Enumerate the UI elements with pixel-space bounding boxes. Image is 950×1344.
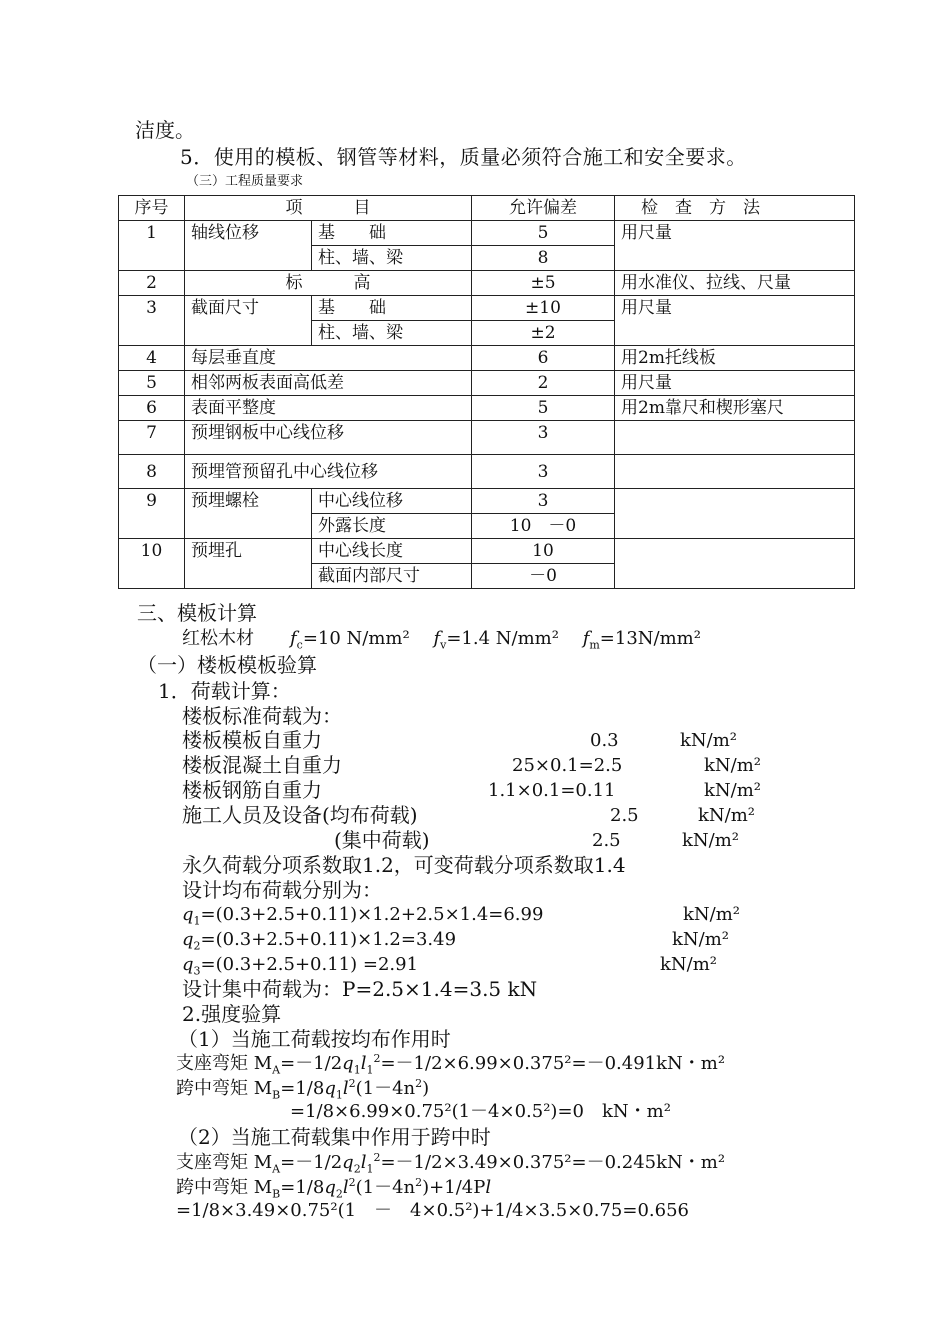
load-unit: kN/m² — [698, 805, 756, 826]
row-method: 用水准仪、拉线、尺量 — [615, 271, 855, 296]
q3-formula: $q_3=(0.3+2.5+0.11) =2.91$ — [182, 954, 419, 978]
intro-line-1: 洁度。 — [135, 118, 195, 142]
material-fc: =10 N/mm² — [302, 628, 410, 649]
span-moment-label: 跨中弯矩 — [176, 1177, 248, 1198]
row-sub-item: 柱、墙、梁 — [312, 321, 472, 346]
case1-ma-value: =－1/2×6.99×0.375²=－0.491kN・m² — [380, 1053, 726, 1074]
row-method: 用尺量 — [615, 371, 855, 396]
header-deviation: 允许偏差 — [472, 196, 615, 221]
load-name: 楼板模板自重力 — [182, 728, 322, 752]
row-item: 每层垂直度 — [185, 346, 472, 371]
row-sub-item: 中心线长度 — [312, 539, 472, 564]
table-row — [119, 455, 855, 489]
table-row — [119, 539, 855, 564]
support-moment-label: 支座弯矩 — [176, 1152, 248, 1173]
load-value: 25×0.1=2.5 — [512, 755, 623, 776]
table-row — [119, 489, 855, 514]
table-row — [119, 371, 855, 396]
row-deviation: 6 — [472, 346, 615, 371]
row-sub-item: 截面内部尺寸 — [312, 564, 472, 589]
q2-formula: $q_2=(0.3+2.5+0.11)\times 1.2=3.49$ — [182, 929, 457, 953]
row-method — [615, 455, 855, 489]
sub-section-title: （一）楼板模板验算 — [137, 653, 317, 677]
row-item: 标 高 — [185, 271, 472, 296]
row-deviation: 2 — [472, 371, 615, 396]
row-no: 9 — [119, 489, 185, 539]
row-item: 表面平整度 — [185, 396, 472, 421]
row-deviation: 5 — [472, 221, 615, 246]
row-no: 7 — [119, 421, 185, 455]
row-item: 预埋螺栓 — [185, 489, 312, 539]
row-item: 预埋钢板中心线位移 — [185, 421, 472, 455]
material-fv: =1.4 N/mm² — [446, 628, 559, 649]
row-item: 截面尺寸 — [185, 296, 312, 346]
strength-title: 2.强度验算 — [182, 1002, 282, 1026]
load-name: 楼板钢筋自重力 — [182, 778, 322, 802]
header-method: 检 查 方 法 — [615, 196, 855, 221]
case2-mb-line: 跨中弯矩 $M_B=1/8q_2l^2(1-4n^2)+1/4Pl$ — [176, 1176, 492, 1201]
row-deviation: 5 — [472, 396, 615, 421]
case2-ma-value: =－1/2×3.49×0.375²=－0.245kN・m² — [380, 1152, 726, 1173]
row-method: 用尺量 — [615, 296, 855, 346]
factor-line: 永久荷载分项系数取1.2，可变荷载分项系数取1.4 — [182, 853, 626, 877]
row-deviation: 10 — [472, 539, 615, 564]
case2-mb-result: =1/8×3.49×0.75²(1 － 4×0.5²)+1/4×3.5×0.75=0.656 — [176, 1200, 689, 1221]
row-deviation: 10 －0 — [472, 514, 615, 539]
load-unit: kN/m² — [682, 830, 740, 851]
span-moment-label: 跨中弯矩 — [176, 1078, 248, 1099]
row-deviation: －0 — [472, 564, 615, 589]
row-method — [615, 539, 855, 589]
header-no: 序号 — [119, 196, 185, 221]
row-deviation: ±5 — [472, 271, 615, 296]
table-caption: （三）工程质量要求 — [186, 174, 304, 189]
row-method: 用2m托线板 — [615, 346, 855, 371]
case1-ma-line: 支座弯矩 $M_A=-1/2q_1l_1^2=-1/2\times 6.99\times 0.375^2=-0.491kN$・m² — [176, 1052, 726, 1077]
table-header-row — [119, 196, 855, 221]
row-item: 预埋管预留孔中心线位移 — [185, 455, 472, 489]
q3-unit: kN/m² — [660, 954, 718, 975]
row-deviation: 8 — [472, 246, 615, 271]
q1-unit: kN/m² — [683, 904, 741, 925]
case1-title: （1）当施工荷载按均布作用时 — [178, 1027, 451, 1051]
table-row — [119, 346, 855, 371]
load-value: 2.5 — [610, 805, 639, 826]
case2-title: （2）当施工荷载集中作用于跨中时 — [178, 1125, 491, 1149]
row-method: 用2m靠尺和楔形塞尺 — [615, 396, 855, 421]
load-name: (集中荷载) — [334, 828, 430, 852]
q1-formula: $q_1=(0.3+2.5+0.11)\times 1.2+2.5\times 1.4=6.99$ — [182, 904, 544, 928]
material-line: 红松木材 $f_c=10$ N/mm² $f_v=1.4$ N/mm² $f_m=13N$/mm² — [182, 628, 701, 652]
section-title: 三、模板计算 — [137, 601, 257, 625]
q2-value: =(0.3+2.5+0.11)×1.2=3.49 — [200, 929, 457, 950]
table-row — [119, 221, 855, 246]
load-value: 2.5 — [592, 830, 621, 851]
row-sub-item: 基 础 — [312, 221, 472, 246]
load-name: 楼板混凝土自重力 — [182, 753, 342, 777]
row-method — [615, 421, 855, 455]
material-fm: =13N/mm² — [599, 628, 701, 649]
table-row — [119, 421, 855, 455]
row-deviation: ±10 — [472, 296, 615, 321]
row-no: 1 — [119, 221, 185, 271]
row-sub-item: 柱、墙、梁 — [312, 246, 472, 271]
row-deviation: 3 — [472, 421, 615, 455]
support-moment-label: 支座弯矩 — [176, 1053, 248, 1074]
material-name: 红松木材 — [182, 628, 254, 649]
row-no: 4 — [119, 346, 185, 371]
row-sub-item: 外露长度 — [312, 514, 472, 539]
load-unit: kN/m² — [704, 755, 762, 776]
load-unit: kN/m² — [704, 780, 762, 801]
case2-ma-line: 支座弯矩 $M_A=-1/2q_2l_1^2=-1/2\times 3.49\times 0.375^2=-0.245kN$・m² — [176, 1151, 726, 1176]
row-item: 相邻两板表面高低差 — [185, 371, 472, 396]
row-no: 2 — [119, 271, 185, 296]
q2-unit: kN/m² — [672, 929, 730, 950]
row-no: 10 — [119, 539, 185, 589]
row-deviation: 3 — [472, 455, 615, 489]
q3-value: =(0.3+2.5+0.11) =2.91 — [200, 954, 419, 975]
row-no: 3 — [119, 296, 185, 346]
load-name: 施工人员及设备(均布荷载) — [182, 803, 418, 827]
header-item: 项 目 — [185, 196, 472, 221]
table-row — [119, 271, 855, 296]
load-unit: kN/m² — [680, 730, 738, 751]
design-load-title: 设计均布荷载分别为： — [182, 878, 382, 902]
table-row — [119, 296, 855, 321]
row-no: 8 — [119, 455, 185, 489]
intro-line-2: 5．使用的模板、钢管等材料，质量必须符合施工和安全要求。 — [180, 145, 747, 169]
p-line: 设计集中荷载为：P=2.5×1.4=3.5 kN — [182, 977, 538, 1001]
row-deviation: ±2 — [472, 321, 615, 346]
row-no: 6 — [119, 396, 185, 421]
case1-mb-line: 跨中弯矩 $M_B=1/8q_1l^2(1-4n^2)$ — [176, 1077, 430, 1102]
load-value: 0.3 — [590, 730, 619, 751]
q1-value: =(0.3+2.5+0.11)×1.2+2.5×1.4=6.99 — [200, 904, 544, 925]
row-method — [615, 489, 855, 539]
row-method: 用尺量 — [615, 221, 855, 271]
row-deviation: 3 — [472, 489, 615, 514]
table-row — [119, 396, 855, 421]
load-calc-title: 1．荷载计算： — [158, 679, 291, 703]
std-load-title: 楼板标准荷载为： — [182, 704, 342, 728]
row-sub-item: 基 础 — [312, 296, 472, 321]
row-item: 预埋孔 — [185, 539, 312, 589]
load-value: 1.1×0.1=0.11 — [488, 780, 616, 801]
case1-mb-result: =1/8×6.99×0.75²(1－4×0.5²)=0 kN・m² — [290, 1101, 671, 1122]
row-no: 5 — [119, 371, 185, 396]
row-item: 轴线位移 — [185, 221, 312, 271]
row-sub-item: 中心线位移 — [312, 489, 472, 514]
quality-table — [118, 195, 855, 589]
